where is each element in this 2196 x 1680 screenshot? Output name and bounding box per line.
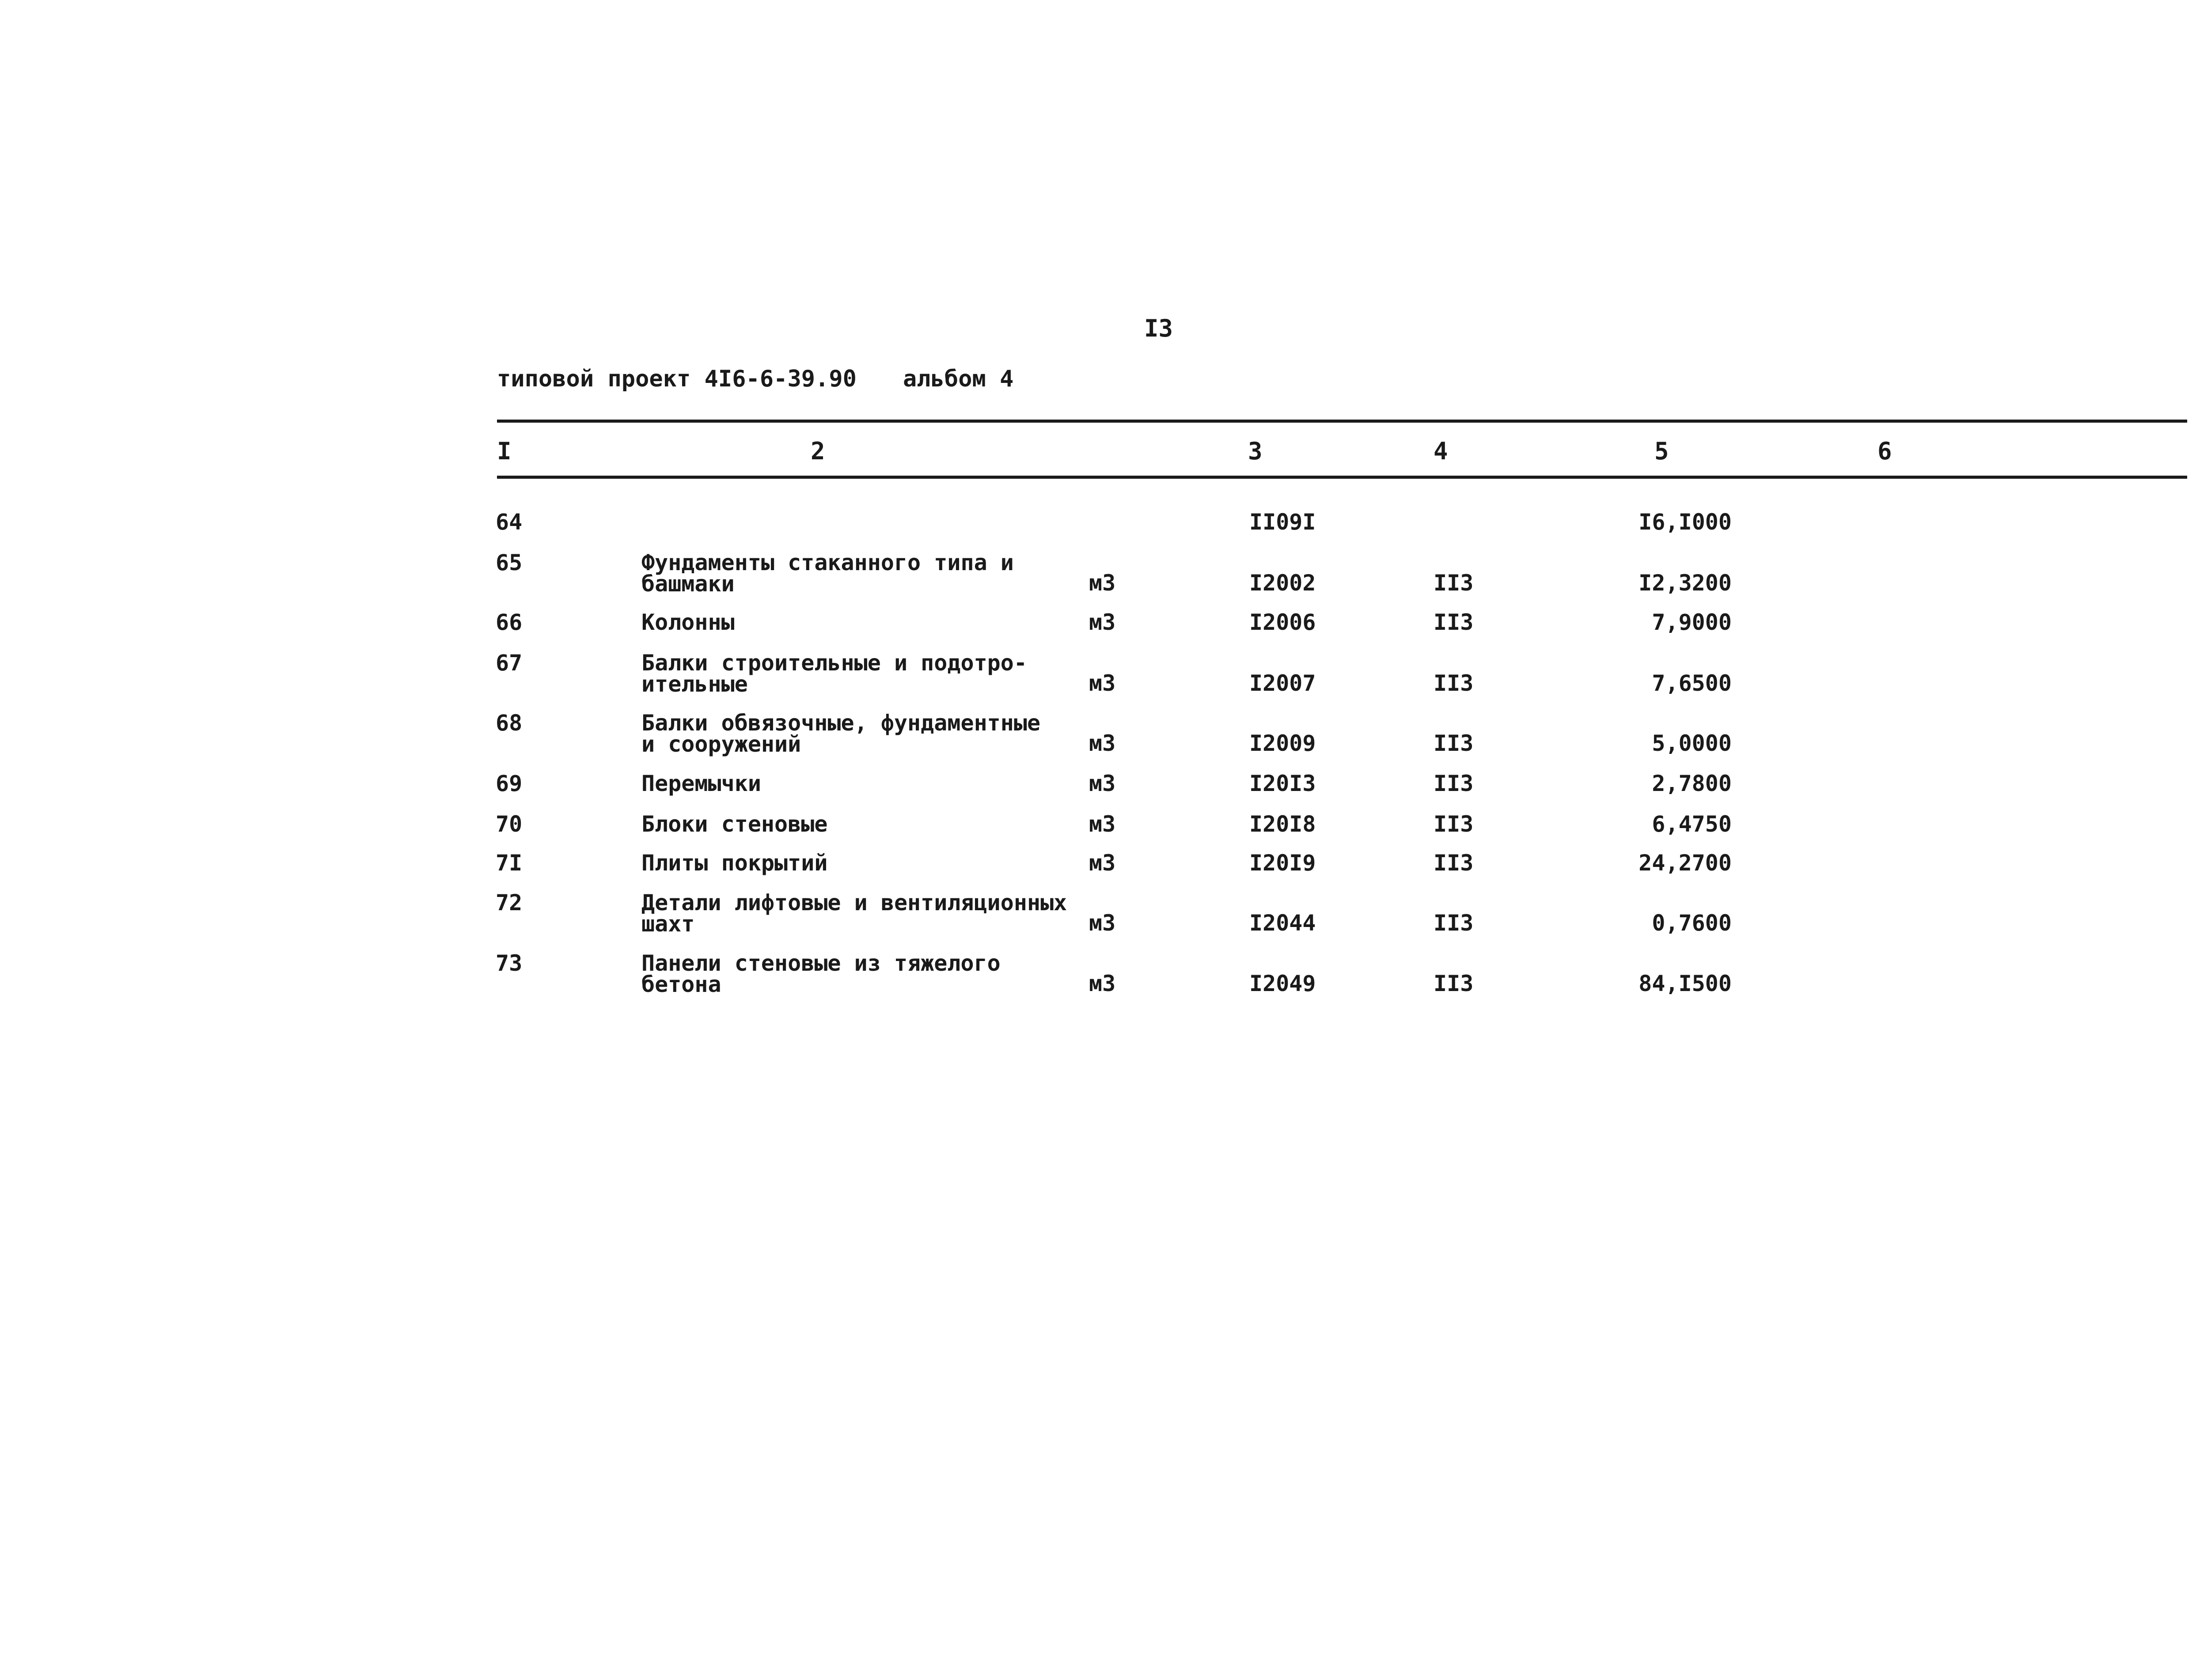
col4-value: II3 (1434, 771, 1474, 796)
col-header-6: 6 (1877, 437, 1892, 465)
unit: м3 (1089, 910, 1116, 936)
unit: м3 (1089, 850, 1116, 876)
quantity-value: 24,2700 (1638, 850, 1732, 876)
unit: м3 (1089, 570, 1116, 596)
row-number: 68 (496, 710, 523, 736)
item-code: I2007 (1249, 670, 1316, 696)
col-header-3: 3 (1248, 437, 1263, 465)
item-code: I20I8 (1249, 811, 1316, 837)
unit: м3 (1089, 811, 1116, 837)
project-code: типовой проект 4I6-6-39.90 (497, 366, 857, 392)
row-number: 65 (496, 550, 523, 575)
row-number: 64 (496, 509, 523, 535)
quantity-value: 2,7800 (1652, 771, 1732, 796)
col4-value: II3 (1434, 609, 1474, 635)
quantity-value: 0,7600 (1652, 910, 1732, 936)
document-header (497, 366, 1013, 392)
item-code: II09I (1249, 509, 1316, 535)
item-code: I2009 (1249, 730, 1316, 756)
row-number: 67 (496, 650, 523, 676)
col4-value: II3 (1434, 811, 1474, 837)
col-header-5: 5 (1654, 437, 1669, 465)
quantity-value: I2,3200 (1638, 570, 1732, 596)
col-header-4: 4 (1434, 437, 1448, 465)
item-code: I20I9 (1249, 850, 1316, 876)
quantity-value: 5,0000 (1652, 730, 1732, 756)
col4-value: II3 (1434, 670, 1474, 696)
item-code: I2006 (1249, 609, 1316, 635)
item-code: I2044 (1249, 910, 1316, 936)
quantity-value: 84,I500 (1638, 971, 1732, 996)
item-name: Детали лифтовые и вентиляционных шахт (641, 890, 1067, 937)
quantity-value: 7,9000 (1652, 609, 1732, 635)
item-name: Перемычки (641, 771, 761, 796)
quantity-value: 6,4750 (1652, 811, 1732, 837)
item-code: I2002 (1249, 570, 1316, 596)
row-number: 73 (496, 950, 523, 976)
table-header-rule (497, 476, 2187, 479)
row-number: 69 (496, 771, 523, 796)
table-top-rule (497, 420, 2187, 423)
col-header-2: 2 (811, 437, 825, 465)
col4-value: II3 (1434, 730, 1474, 756)
item-name: Блоки стеновые (641, 811, 828, 837)
unit: м3 (1089, 971, 1116, 996)
page-number: I3 (1144, 314, 1173, 342)
quantity-value: I6,I000 (1638, 509, 1732, 535)
row-number: 7I (496, 850, 523, 876)
item-code: I20I3 (1249, 771, 1316, 796)
item-name: Плиты покрытий (641, 850, 828, 876)
item-name: Балки обвязочные, фундаментные и сооружений (641, 710, 1041, 757)
col-header-1: I (497, 437, 512, 465)
col4-value: II3 (1434, 570, 1474, 596)
row-number: 66 (496, 609, 523, 635)
row-number: 70 (496, 811, 523, 837)
unit: м3 (1089, 670, 1116, 696)
unit: м3 (1089, 730, 1116, 756)
col4-value: II3 (1434, 971, 1474, 996)
item-name: Панели стеновые из тяжелого бетона (641, 950, 1001, 997)
item-name: Балки строительные и подотро- ительные (641, 650, 1027, 697)
item-name: Фундаменты стаканного типа и башмаки (641, 550, 1014, 597)
item-name: Колонны (641, 609, 735, 635)
album-number: альбом 4 (903, 366, 1014, 392)
col4-value: II3 (1434, 850, 1474, 876)
item-code: I2049 (1249, 971, 1316, 996)
quantity-value: 7,6500 (1652, 670, 1732, 696)
row-number: 72 (496, 890, 523, 916)
unit: м3 (1089, 609, 1116, 635)
unit: м3 (1089, 771, 1116, 796)
col4-value: II3 (1434, 910, 1474, 936)
